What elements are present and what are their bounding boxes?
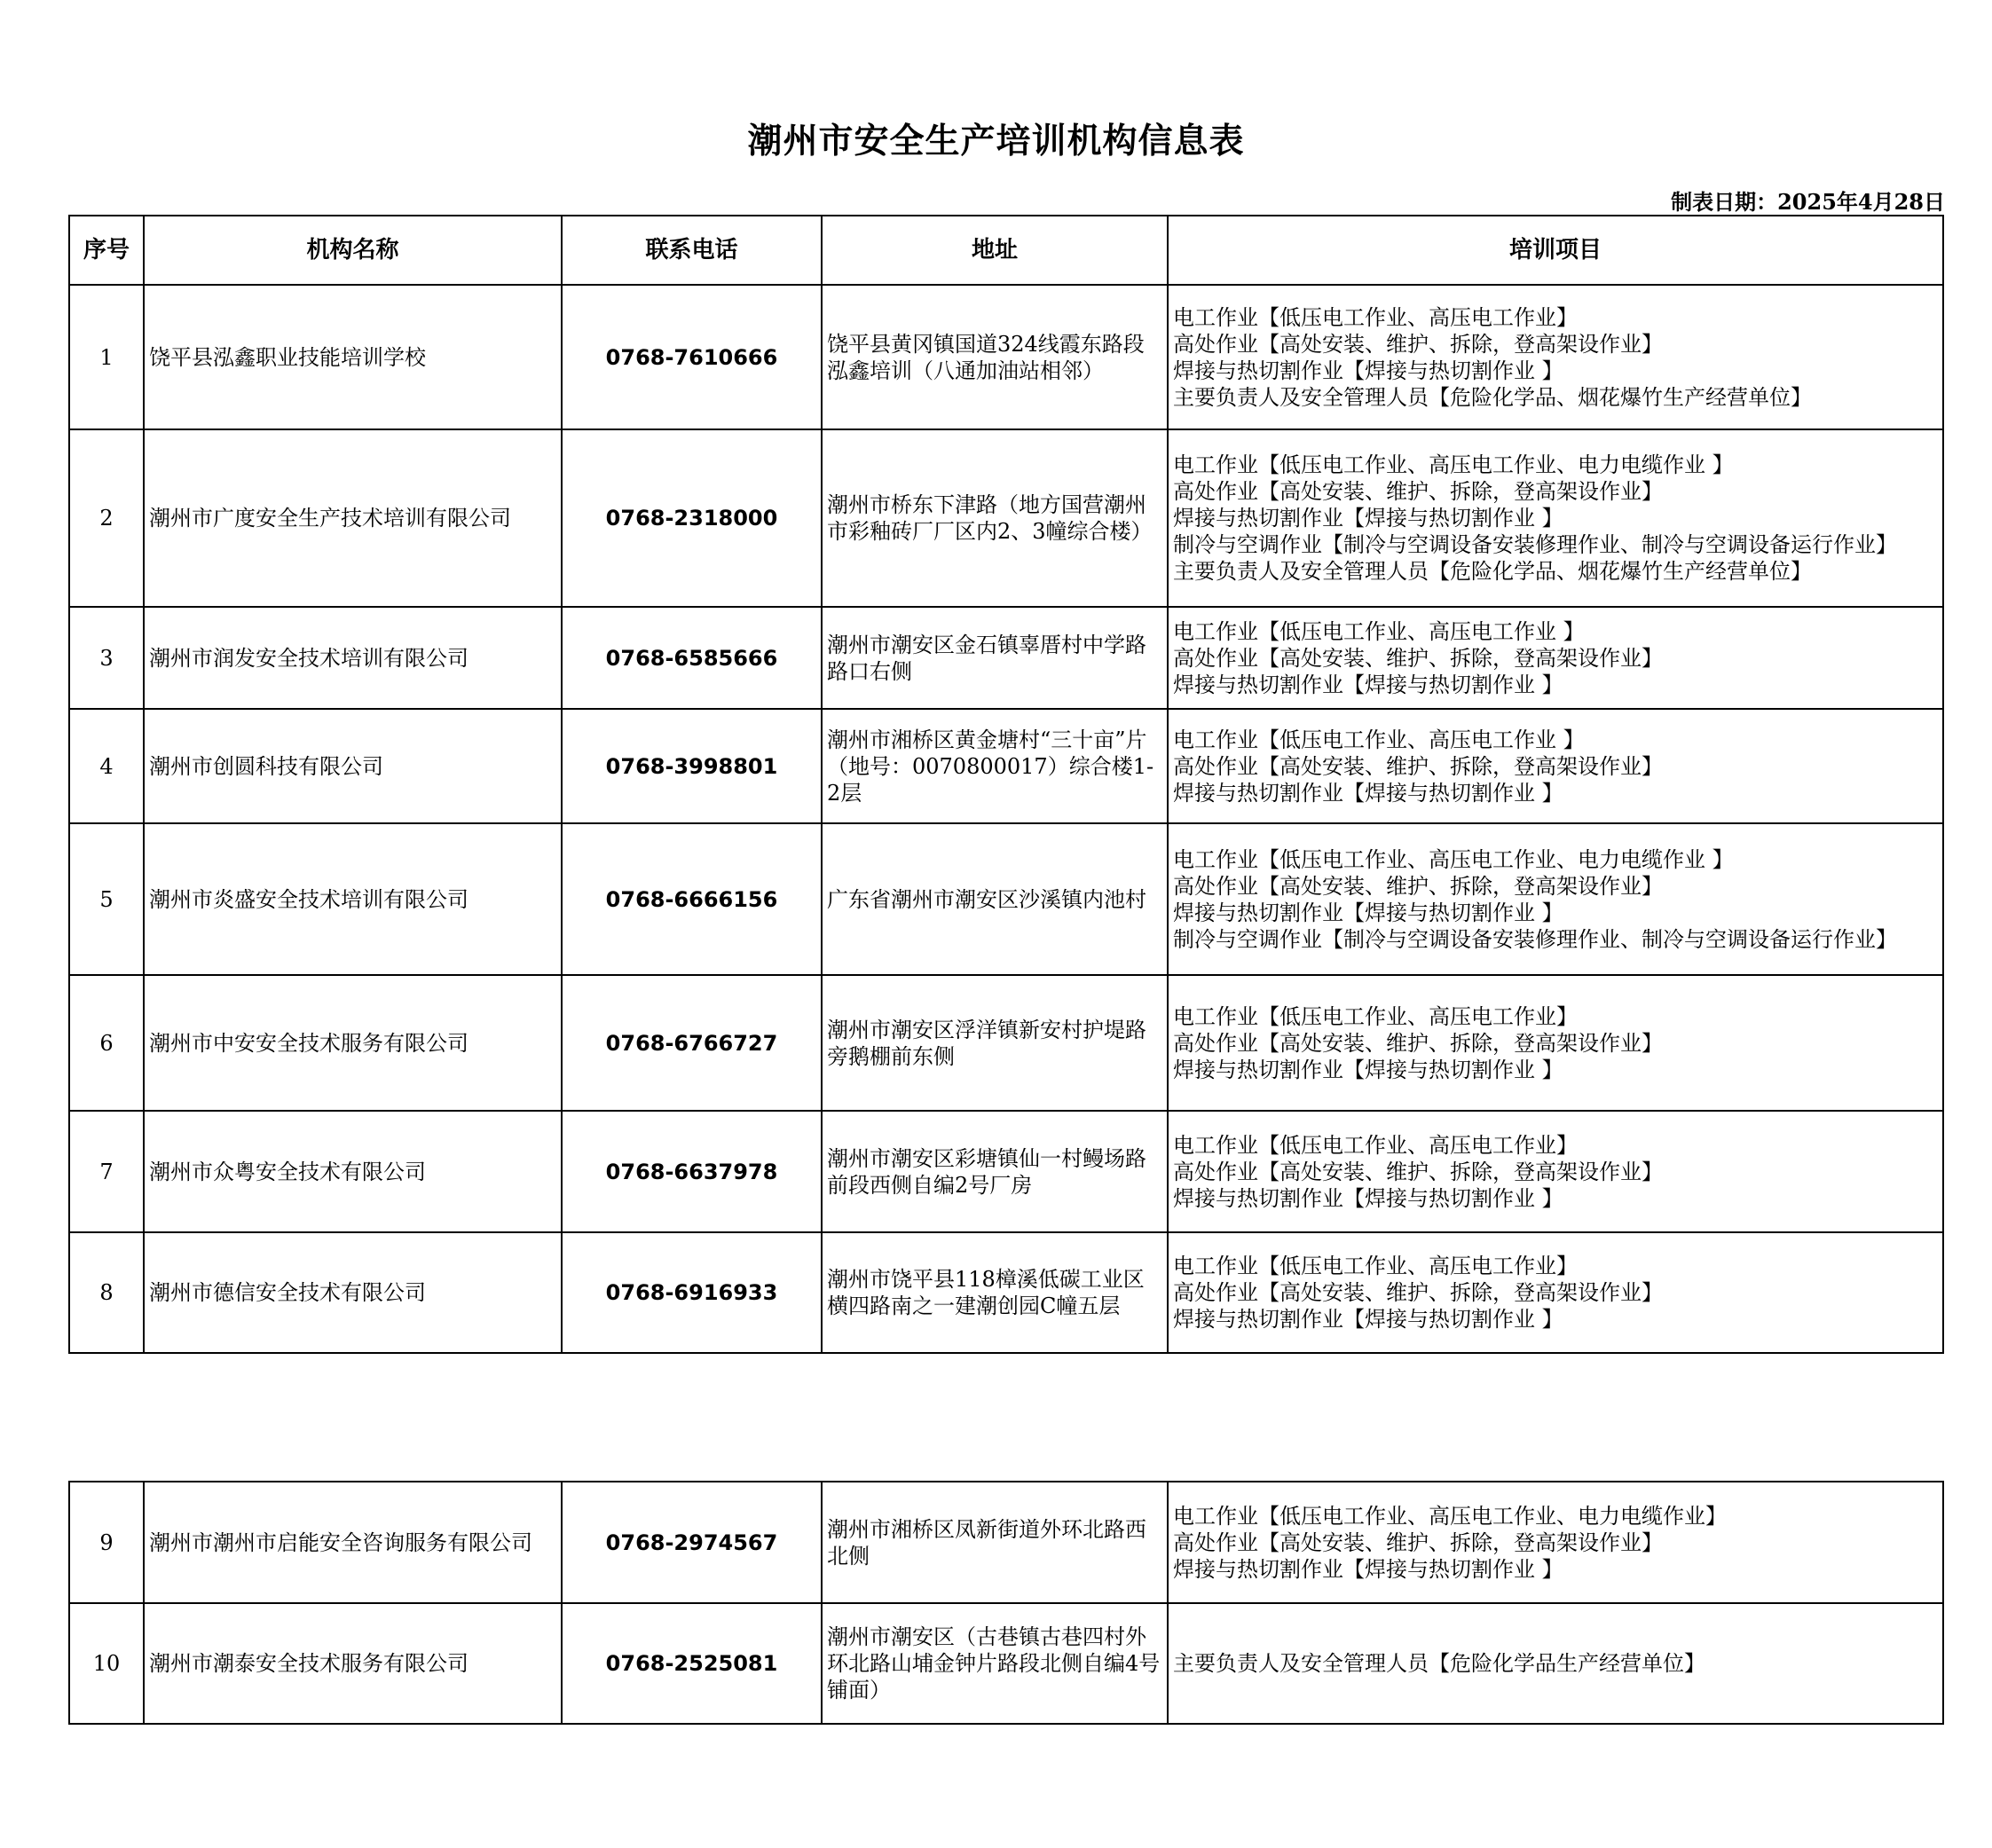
training-item: 电工作业【低压电工作业、高压电工作业、电力电缆作业】 [1173,1503,1727,1529]
header-address: 地址 [822,216,1168,285]
training-item: 电工作业【低压电工作业、高压电工作业、电力电缆作业 】 [1173,452,1734,477]
row-address: 潮州市潮安区金石镇辜厝村中学路路口右侧 [822,607,1168,709]
row-phone: 0768-2974567 [562,1482,822,1603]
training-item: 高处作业【高处安装、维护、拆除，登高架设作业】 [1173,645,1663,671]
table-row [69,1482,1943,1603]
training-item: 焊接与热切割作业【焊接与热切割作业 】 [1173,1185,1563,1211]
row-institution-name: 潮州市广度安全生产技术培训有限公司 [144,429,562,607]
training-item: 高处作业【高处安装、维护、拆除，登高架设作业】 [1173,873,1663,899]
row-seq: 5 [69,823,144,975]
row-training-items [1168,1232,1943,1353]
table-body-continued [69,1482,1943,1724]
row-seq: 9 [69,1482,144,1603]
row-phone: 0768-6766727 [562,975,822,1111]
row-institution-name: 潮州市炎盛安全技术培训有限公司 [144,823,562,975]
row-seq: 6 [69,975,144,1111]
training-item: 高处作业【高处安装、维护、拆除，登高架设作业】 [1173,479,1663,504]
training-item: 高处作业【高处安装、维护、拆除，登高架设作业】 [1173,753,1663,779]
row-institution-name: 潮州市创圆科技有限公司 [144,709,562,823]
row-institution-name: 饶平县泓鑫职业技能培训学校 [144,285,562,429]
row-address: 潮州市桥东下津路（地方国营潮州市彩釉砖厂厂区内2、3幢综合楼） [822,429,1168,607]
training-item: 电工作业【低压电工作业、高压电工作业】 [1173,1003,1578,1029]
header-phone: 联系电话 [562,216,822,285]
row-institution-name: 潮州市润发安全技术培训有限公司 [144,607,562,709]
document-title: 潮州市安全生产培训机构信息表 [747,121,1245,161]
training-item: 焊接与热切割作业【焊接与热切割作业 】 [1173,506,1563,531]
row-institution-name: 潮州市潮泰安全技术服务有限公司 [144,1603,562,1724]
table-row [69,1603,1943,1724]
row-address: 潮州市潮安区浮洋镇新安村护堤路旁鹅棚前东侧 [822,975,1168,1111]
row-phone: 0768-6916933 [562,1232,822,1353]
row-institution-name: 潮州市潮州市启能安全咨询服务有限公司 [144,1482,562,1603]
training-item: 焊接与热切割作业【焊接与热切割作业 】 [1173,780,1563,806]
row-seq: 4 [69,709,144,823]
row-institution-name: 潮州市中安安全技术服务有限公司 [144,975,562,1111]
header-name: 机构名称 [144,216,562,285]
row-training-items [1168,429,1943,607]
row-address: 潮州市饶平县118樟溪低碳工业区横四路南之一建潮创园C幢五层 [822,1232,1168,1353]
row-address: 潮州市潮安区彩塘镇仙一村鳗场路前段西侧自编2号厂房 [822,1111,1168,1232]
table-row [69,429,1943,607]
table-row [69,1111,1943,1232]
table-header-row [69,216,1943,285]
training-item: 焊接与热切割作业【焊接与热切割作业 】 [1173,900,1563,925]
row-address: 潮州市湘桥区黄金塘村“三十亩”片（地号：0070800017）综合楼1-2层 [822,709,1168,823]
institution-table-continued [68,1481,1944,1725]
training-item: 主要负责人及安全管理人员【危险化学品生产经营单位】 [1173,1651,1705,1676]
header-seq: 序号 [69,216,144,285]
table-row [69,975,1943,1111]
training-item: 电工作业【低压电工作业、高压电工作业】 [1173,1132,1578,1158]
row-training-items [1168,1603,1943,1724]
table-body [69,285,1943,1353]
row-training-items [1168,285,1943,429]
row-phone: 0768-6637978 [562,1111,822,1232]
table-row [69,1232,1943,1353]
training-item: 高处作业【高处安装、维护、拆除，登高架设作业】 [1173,331,1663,357]
training-item: 高处作业【高处安装、维护、拆除，登高架设作业】 [1173,1530,1663,1555]
training-item: 制冷与空调作业【制冷与空调设备安装修理作业、制冷与空调设备运行作业】 [1173,926,1897,952]
row-training-items [1168,975,1943,1111]
header-items: 培训项目 [1168,216,1943,285]
table-date: 制表日期：2025年4月28日 [1671,189,1945,215]
row-training-items [1168,1111,1943,1232]
table-row [69,823,1943,975]
row-address: 饶平县黄冈镇国道324线霞东路段泓鑫培训（八通加油站相邻） [822,285,1168,429]
row-phone: 0768-6666156 [562,823,822,975]
table-row [69,607,1943,709]
row-address: 潮州市湘桥区凤新街道外环北路西北侧 [822,1482,1168,1603]
training-item: 焊接与热切割作业【焊接与热切割作业 】 [1173,358,1563,383]
row-address: 广东省潮州市潮安区沙溪镇内池村 [822,823,1168,975]
training-item: 焊接与热切割作业【焊接与热切割作业 】 [1173,672,1563,697]
institution-table [68,215,1944,1354]
row-training-items [1168,607,1943,709]
training-item: 焊接与热切割作业【焊接与热切割作业 】 [1173,1057,1563,1082]
row-phone: 0768-2318000 [562,429,822,607]
row-training-items [1168,709,1943,823]
row-institution-name: 潮州市众粤安全技术有限公司 [144,1111,562,1232]
row-phone: 0768-6585666 [562,607,822,709]
row-seq: 1 [69,285,144,429]
row-training-items [1168,823,1943,975]
row-institution-name: 潮州市德信安全技术有限公司 [144,1232,562,1353]
row-phone: 0768-2525081 [562,1603,822,1724]
training-item: 电工作业【低压电工作业、高压电工作业】 [1173,304,1578,330]
table-row [69,285,1943,429]
training-item: 主要负责人及安全管理人员【危险化学品、烟花爆竹生产经营单位】 [1173,384,1812,410]
row-seq: 10 [69,1603,144,1724]
row-phone: 0768-7610666 [562,285,822,429]
training-item: 制冷与空调作业【制冷与空调设备安装修理作业、制冷与空调设备运行作业】 [1173,532,1897,557]
row-seq: 8 [69,1232,144,1353]
training-item: 电工作业【低压电工作业、高压电工作业 】 [1173,727,1585,752]
training-item: 高处作业【高处安装、维护、拆除，登高架设作业】 [1173,1030,1663,1056]
training-item: 主要负责人及安全管理人员【危险化学品、烟花爆竹生产经营单位】 [1173,559,1812,584]
row-training-items [1168,1482,1943,1603]
row-phone: 0768-3998801 [562,709,822,823]
training-item: 焊接与热切割作业【焊接与热切割作业 】 [1173,1307,1563,1332]
table-row [69,709,1943,823]
training-item: 电工作业【低压电工作业、高压电工作业、电力电缆作业 】 [1173,846,1734,872]
row-address: 潮州市潮安区（古巷镇古巷四村外环北路山埔金钟片路段北侧自编4号铺面） [822,1603,1168,1724]
row-seq: 7 [69,1111,144,1232]
training-item: 高处作业【高处安装、维护、拆除，登高架设作业】 [1173,1159,1663,1184]
training-item: 电工作业【低压电工作业、高压电工作业】 [1173,1254,1578,1278]
row-seq: 2 [69,429,144,607]
row-seq: 3 [69,607,144,709]
training-item: 高处作业【高处安装、维护、拆除，登高架设作业】 [1173,1280,1663,1305]
training-item: 焊接与热切割作业【焊接与热切割作业 】 [1173,1556,1563,1582]
training-item: 电工作业【低压电工作业、高压电工作业 】 [1173,618,1585,644]
